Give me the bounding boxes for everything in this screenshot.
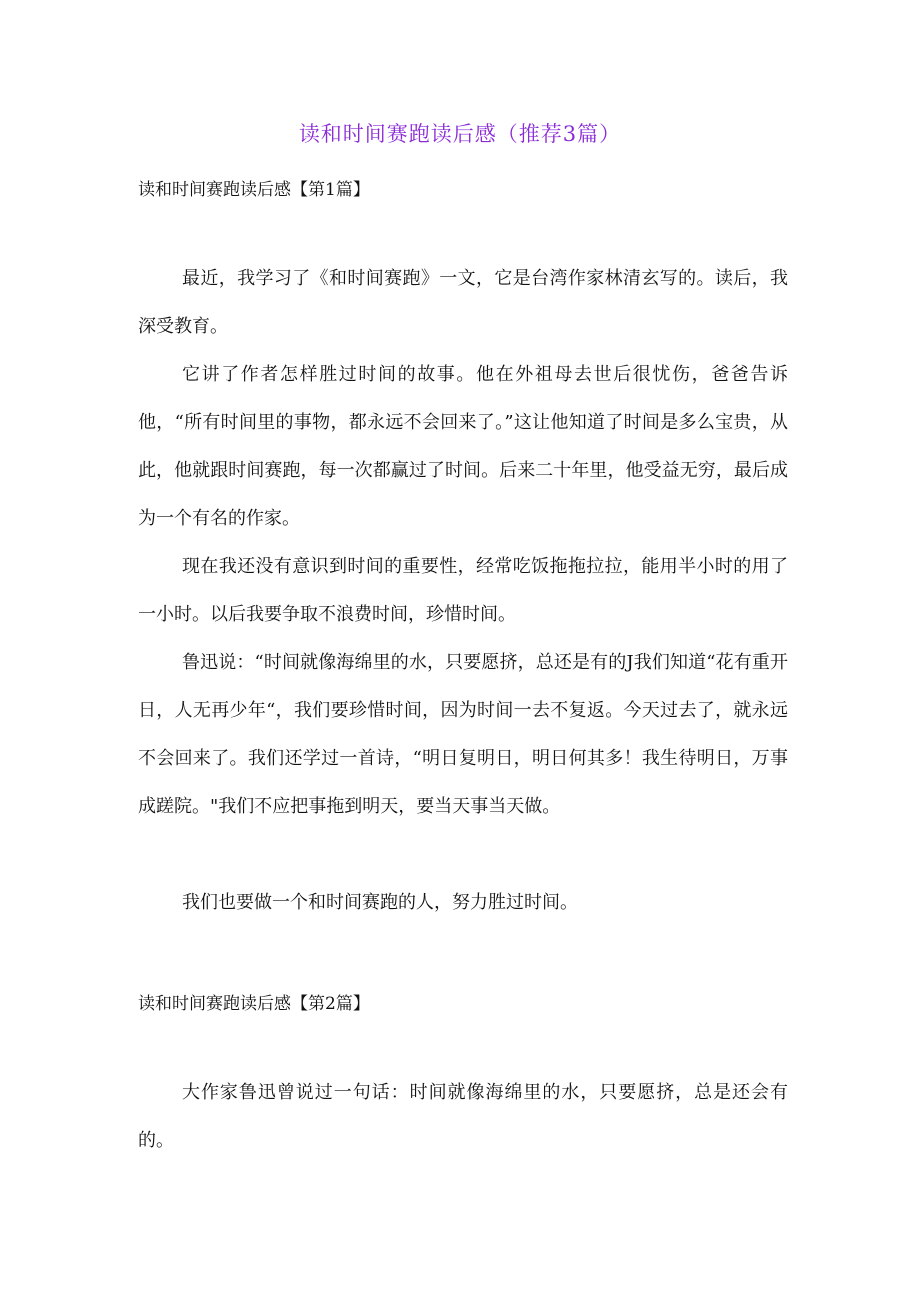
- section-heading-1: 读和时间赛跑读后感【第1篇】: [138, 180, 370, 200]
- paragraph: 我们也要做一个和时间赛跑的人，努力胜过时间。: [182, 892, 578, 913]
- paragraph: 鲁迅说：“时间就像海绵里的水，只要愿挤，总还是有的J我们知道“花有重开日，人无再少年“，我们要珍惜时间，因为时间一去不复返。今天过去了，就永远不会回来了。我们还学过一首诗，“明日复明日，明日何其多！我生待明日，万事成蹉院。"我们不应把事拖到明天，要当天事当天做。: [138, 652, 788, 817]
- paragraph: 大作家鲁迅曾说过一句话：时间就像海绵里的水，只要愿挤，总是还会有的。: [138, 1082, 788, 1151]
- paragraph: 最近，我学习了《和时间赛跑》一文，它是台湾作家林清玄写的。读后，我深受教育。: [138, 268, 788, 337]
- paragraph: 现在我还没有意识到时间的重要性，经常吃饭拖拖拉拉，能用半小时的用了一小时。以后我要争取不浪费时间，珍惜时间。: [138, 556, 788, 625]
- document-title: 读和时间赛跑读后感（推荐3篇）: [298, 122, 622, 146]
- paragraph: 它讲了作者怎样胜过时间的故事。他在外祖母去世后很忧伤，爸爸告诉他，“所有时间里的事物，都永远不会回来了。”这让他知道了时间是多么宝贵，从此，他就跟时间赛跑，每一次都赢过了时间。后来二十年里，他受益无穷，最后成为一个有名的作家。: [138, 364, 788, 529]
- section-heading-2: 读和时间赛跑读后感【第2篇】: [138, 994, 370, 1014]
